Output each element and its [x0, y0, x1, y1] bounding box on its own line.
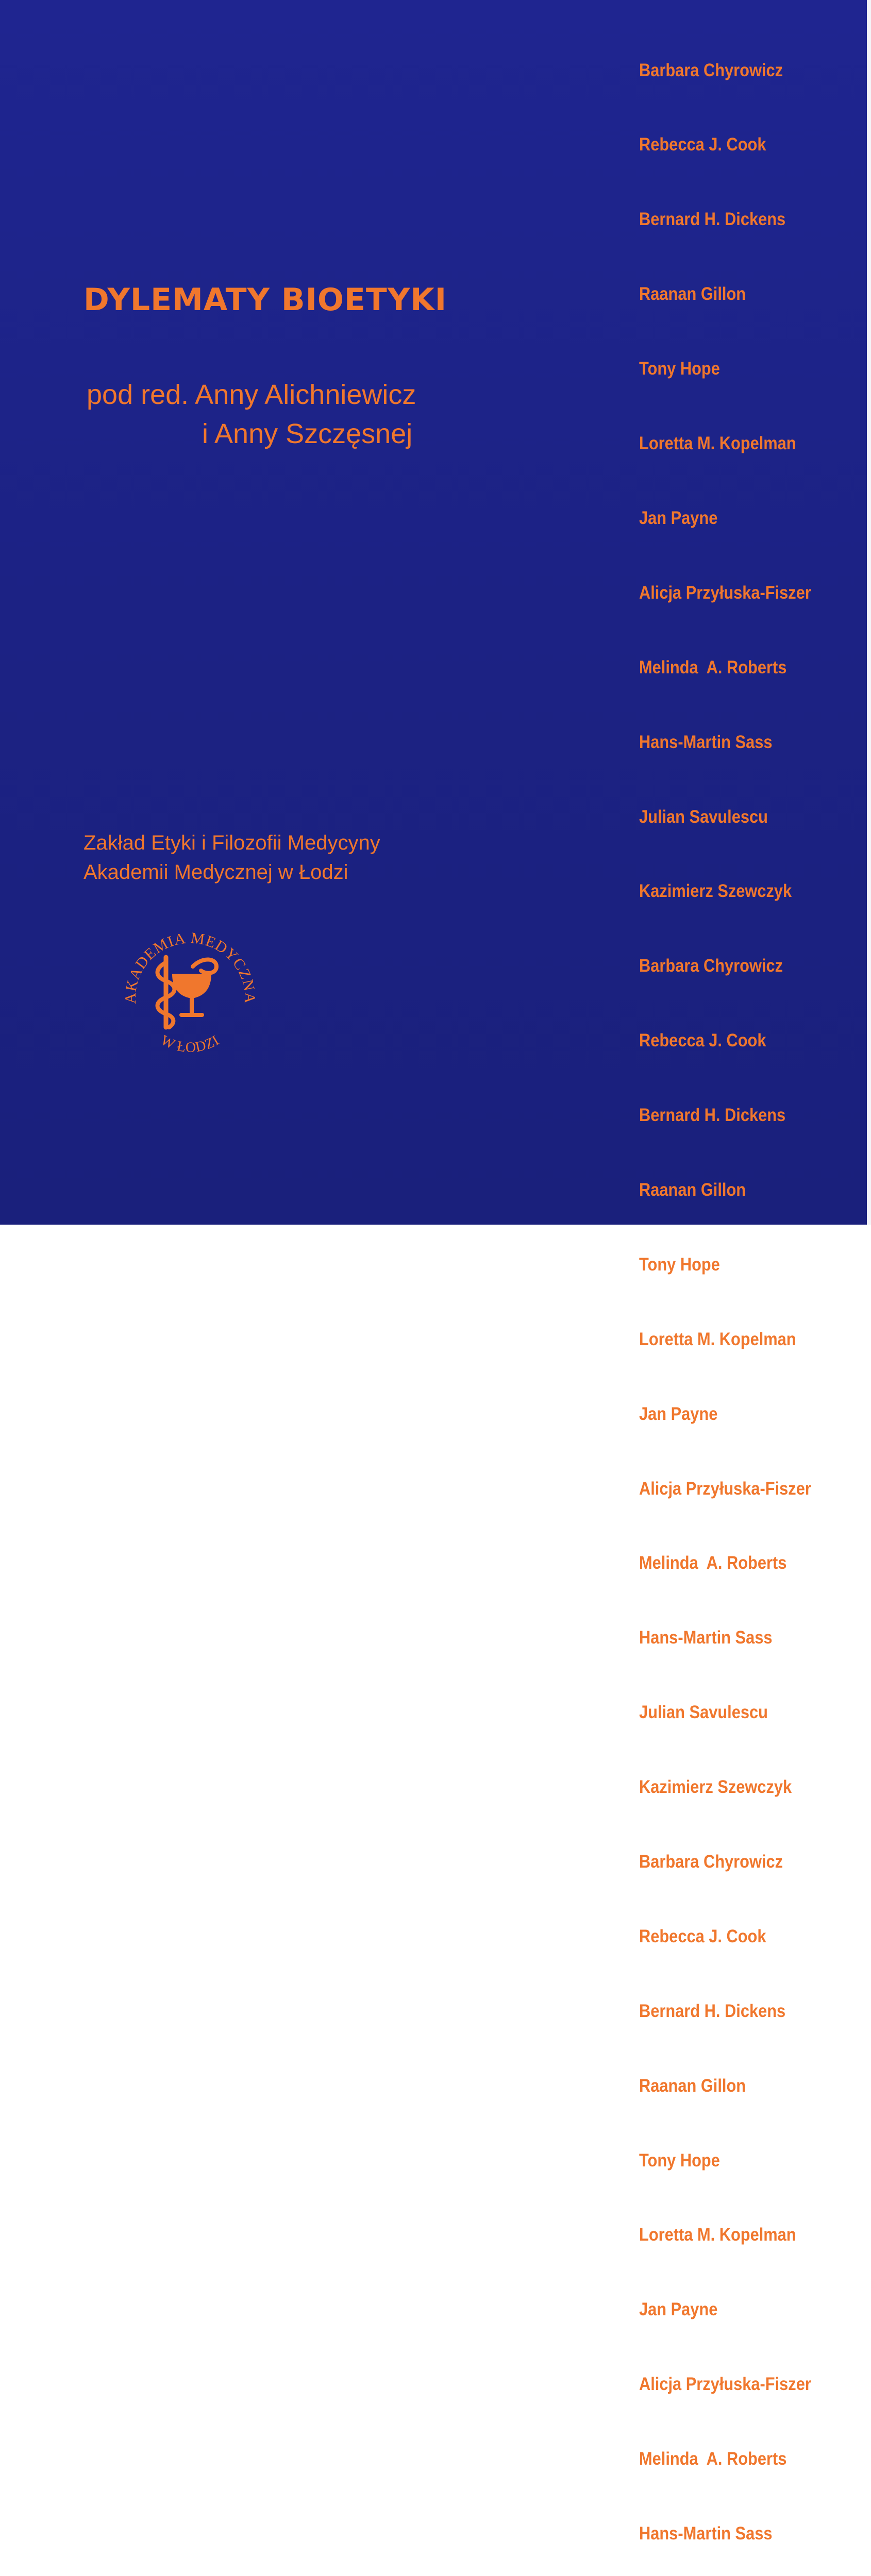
author-name: Rebecca J. Cook [639, 1030, 766, 1051]
author-name: Jan Payne [639, 1403, 718, 1424]
authors-list [639, 8, 811, 2576]
author-name: Julian Savulescu [639, 1702, 768, 1723]
author-name: Loretta M. Kopelman [639, 1329, 796, 1349]
book-title: DYLEMATY BIOETYKI [83, 282, 447, 318]
seal-arc-text: AKADEMIA MEDYCZNA [122, 929, 259, 1004]
author-name: Raanan Gillon [639, 2075, 746, 2096]
author-name: Tony Hope [639, 359, 720, 379]
author-name: Alicja Przyłuska-Fiszer [639, 2374, 811, 2395]
publisher-department [83, 828, 380, 887]
university-seal-logo [115, 913, 265, 1062]
author-name: Tony Hope [639, 2150, 720, 2171]
author-name: Bernard H. Dickens [639, 209, 786, 230]
editors-line-2: i Anny Szczęsnej [202, 418, 413, 449]
author-name: Rebecca J. Cook [639, 134, 766, 155]
department-line-2: Akademii Medycznej w Łodzi [83, 861, 348, 884]
author-name: Alicja Przyłuska-Fiszer [639, 1478, 811, 1499]
author-name: Melinda A. Roberts [639, 2449, 787, 2469]
svg-text:W ŁODZI [158, 1032, 222, 1056]
author-name: Bernard H. Dickens [639, 2001, 786, 2021]
department-line-1: Zakład Etyki i Filozofii Medycyny [83, 832, 380, 854]
author-name: Tony Hope [639, 1254, 720, 1275]
author-name: Bernard H. Dickens [639, 1105, 786, 1126]
author-name: Alicja Przyłuska-Fiszer [639, 582, 811, 603]
author-name: Barbara Chyrowicz [639, 956, 783, 976]
author-name: Melinda A. Roberts [639, 1553, 787, 1573]
author-name: Kazimierz Szewczyk [639, 881, 792, 902]
author-name: Loretta M. Kopelman [639, 433, 796, 454]
author-name: Hans-Martin Sass [639, 732, 773, 752]
author-name: Kazimierz Szewczyk [639, 1777, 792, 1798]
page-edge [867, 0, 871, 1225]
author-name: Barbara Chyrowicz [639, 1851, 783, 1872]
editors-line-1: pod red. Anny Alichniewicz [87, 379, 416, 410]
author-name: Rebecca J. Cook [639, 1926, 766, 1946]
author-name: Barbara Chyrowicz [639, 60, 783, 80]
author-name: Raanan Gillon [639, 284, 746, 304]
seal-bottom-text: W ŁODZI [158, 1032, 223, 1056]
author-name: Loretta M. Kopelman [639, 2225, 796, 2245]
author-name: Raanan Gillon [639, 1179, 746, 1200]
author-name: Jan Payne [639, 507, 718, 528]
author-name: Jan Payne [639, 2299, 718, 2320]
author-name: Melinda A. Roberts [639, 657, 787, 677]
bowl-of-hygieia-icon [158, 957, 217, 1027]
author-name: Julian Savulescu [639, 806, 768, 827]
editors-credit [87, 375, 416, 453]
author-name: Hans-Martin Sass [639, 1628, 773, 1648]
author-name: Hans-Martin Sass [639, 2523, 773, 2544]
